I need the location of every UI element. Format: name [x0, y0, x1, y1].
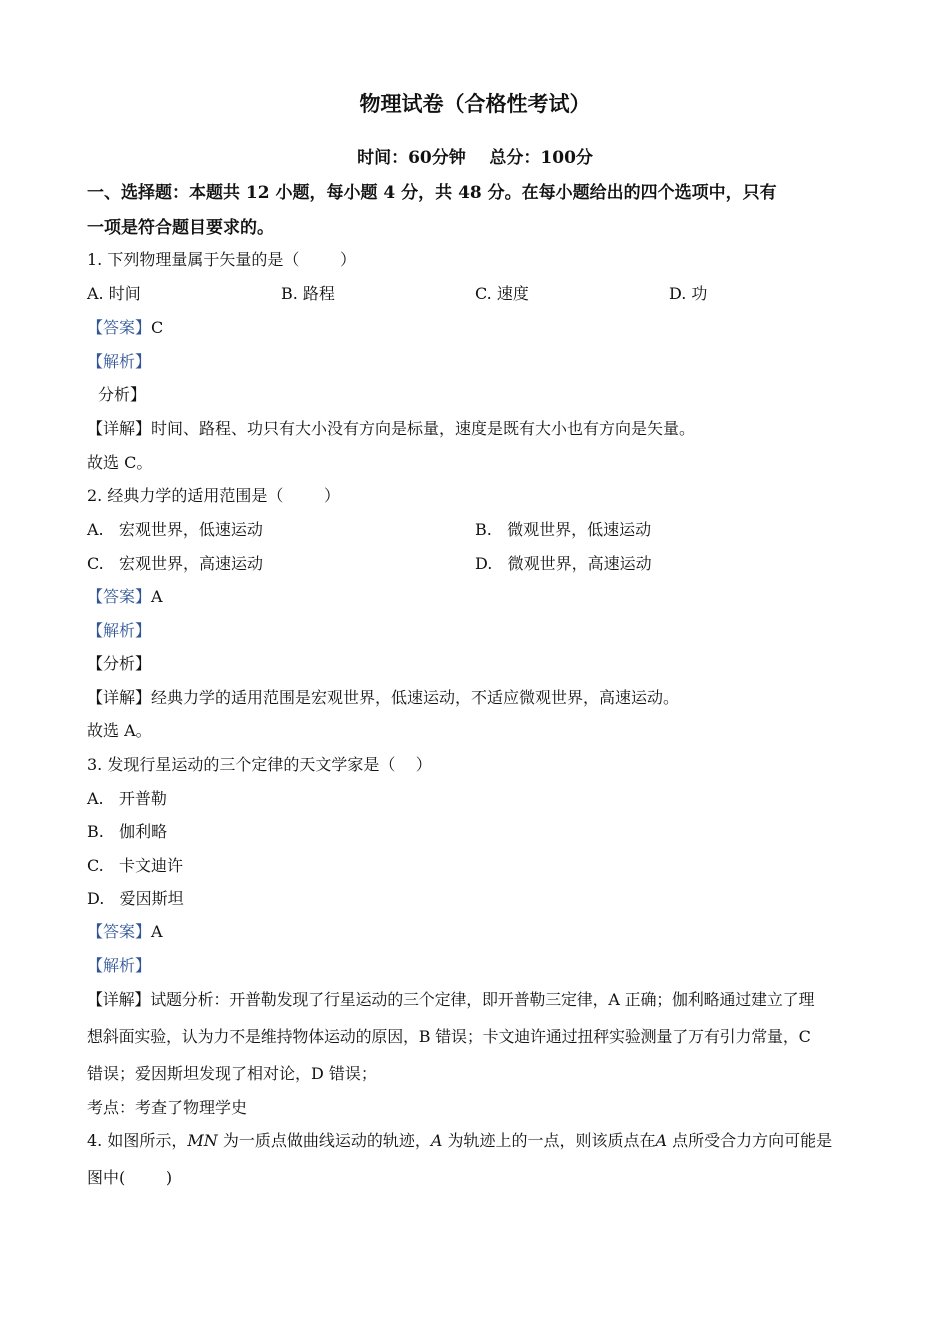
q2-conclusion: 故选 A。: [87, 721, 152, 740]
q3-option-a: A. 开普勒: [87, 789, 167, 808]
q1-analysis-label: 【解析】: [87, 352, 152, 371]
q2-detail-text: 经典力学的适用范围是宏观世界，低速运动，不适应微观世界，高速运动。: [151, 688, 680, 707]
q2-option-a: A. 宏观世界，低速运动: [87, 520, 263, 539]
q1-conclusion: 故选 C。: [87, 453, 153, 472]
q3-detail-line3: 错误；爱因斯坦发现了相对论，D 错误；: [87, 1064, 377, 1083]
page-title: 物理试卷（合格性考试）: [359, 91, 591, 116]
q2-analysis-label: 【解析】: [87, 621, 152, 640]
q4-stem-line2: 图中( ): [87, 1168, 173, 1187]
q2-option-b: B. 微观世界，低速运动: [475, 520, 652, 539]
q3-detail-line1: [87, 990, 814, 1010]
q1-fenxi-label: 分析】: [98, 385, 147, 404]
q4-a1: A: [430, 1131, 443, 1150]
q2-fenxi-label: 【分析】: [87, 654, 152, 673]
q1-answer: [87, 318, 163, 338]
q3-detail-text-1: 试题分析：开普勒发现了行星运动的三个定律，即开普勒三定律，A 正确；伽利略通过建立了理: [150, 990, 815, 1009]
q1-stem: 1. 下列物理量属于矢量的是（ ）: [87, 250, 357, 269]
q2-option-c: C. 宏观世界，高速运动: [87, 554, 264, 573]
detail-label: 【详解】: [87, 990, 151, 1009]
q1-option-d: D. 功: [669, 284, 708, 303]
q3-answer-value: A: [151, 922, 163, 941]
q2-detail: [87, 688, 679, 708]
q1-detail: [87, 419, 695, 439]
q2-answer-value: A: [151, 587, 163, 606]
q4-text1: 为一质点做曲线运动的轨迹，: [217, 1131, 431, 1150]
q2-stem: 2. 经典力学的适用范围是（ ）: [87, 486, 341, 505]
q1-option-b: B. 路程: [281, 284, 335, 303]
q3-kaodian: 考点：考查了物理学史: [87, 1098, 248, 1117]
q1-option-a: A. 时间: [87, 284, 141, 303]
q3-detail-line2: 想斜面实验，认为力不是维持物体运动的原因，B 错误；卡文迪许通过扭秤实验测量了万有引力常量，C: [87, 1027, 811, 1046]
q2-option-d: D. 微观世界，高速运动: [475, 554, 652, 573]
answer-label: 【答案】: [87, 587, 152, 606]
q4-a2: A: [655, 1131, 668, 1150]
answer-label: 【答案】: [87, 318, 152, 337]
q3-analysis-label: 【解析】: [87, 956, 152, 975]
q4-text3: 点所受合力方向可能是: [667, 1131, 833, 1150]
detail-label: 【详解】: [87, 688, 152, 707]
q3-option-c: C. 卡文迪许: [87, 856, 184, 875]
q2-answer: [87, 587, 163, 607]
q3-stem: 3. 发现行星运动的三个定律的天文学家是（ ）: [87, 755, 432, 774]
q4-mn: MN: [187, 1131, 218, 1150]
q3-option-b: B. 伽利略: [87, 822, 168, 841]
q1-answer-value: C: [151, 318, 164, 337]
section-heading-line2: 一项是符合题目要求的。: [87, 218, 274, 238]
q4-num: 4. 如图所示，: [87, 1131, 188, 1150]
exam-subtitle: 时间：60分钟 总分：100分: [357, 148, 593, 168]
q4-stem-line1: [87, 1131, 832, 1151]
q1-option-c: C. 速度: [475, 284, 529, 303]
q1-detail-text: 时间、路程、功只有大小没有方向是标量，速度是既有大小也有方向是矢量。: [151, 419, 696, 438]
q4-text2: 为轨迹上的一点，则该质点在: [442, 1131, 656, 1150]
section-heading-line1: 一、选择题：本题共 12 小题，每小题 4 分，共 48 分。在每小题给出的四个选项中，只有: [87, 183, 777, 203]
q3-option-d: D. 爱因斯坦: [87, 889, 184, 908]
answer-label: 【答案】: [87, 922, 152, 941]
detail-label: 【详解】: [87, 419, 152, 438]
q3-answer: [87, 922, 163, 942]
